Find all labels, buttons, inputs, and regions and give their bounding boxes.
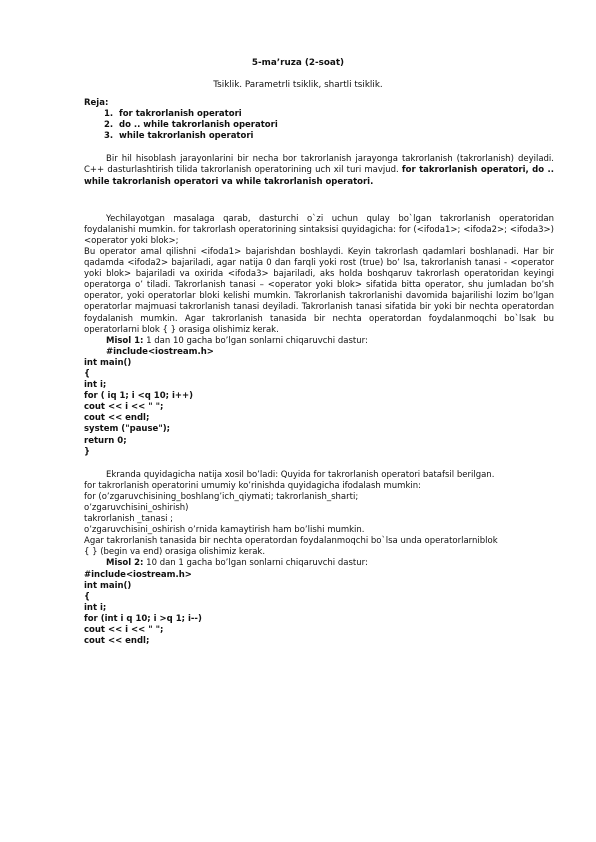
example-1-code [84,358,554,458]
example-1-include: #include<iostream.h> [106,346,214,357]
text-line: o’zgaruvchisini_oshirish) [84,503,189,513]
example-1-label: Misol 1: [106,335,144,346]
text-line: for takrorlanish operatorini umumiy ko’rinishda quyidagicha ifodalash mumkin: [84,480,421,491]
plan-heading: Reja: [84,98,109,108]
code-line: for ( iq 1; i <q 10; i++) [84,391,194,402]
plan-item-number: 2. [104,120,114,131]
plan-item-text: while takrorlanish operatori [119,131,254,142]
example-2-code [84,570,554,648]
code-line: cout << endl; [84,636,150,647]
lecture-subtitle: Tsiklik. Parametrli tsiklik, shartli tsiklik. [213,80,383,90]
code-line: { [84,368,91,379]
syntax-paragraph: Yechilayotgan masalaga qarab, dasturchi o`zi uchun qulay bo`lgan takrorlanish operatoridan foydalanishi mumkin. for takrorlash operatorining sintaksisi quyidagicha: for (<ifoda1>; <ifoda2>; <ifoda3>)<operator yoki blok>; [84,213,554,246]
intro-text: Bir hil hisoblash jarayonlarini bir necha bor takrorlanish jarayonga takrorlanish (takrorlanish) deyiladi. C++ dasturlashtirish tilida takrorlanish operatorining uch xil turi mavjud. [84,154,554,176]
intro-bold-text: for takrorlanish operatori, do .. while takrorlanish operatori va while takrorlanish operatori. [84,165,554,187]
code-line: system ("pause"); [84,424,171,435]
plan-item-text: for takrorlanish operatori [119,109,242,120]
plan-item [84,120,554,131]
code-line: { [84,591,91,602]
example-1-heading [84,336,554,347]
example-2-heading [84,558,554,569]
lecture-title: 5-ma’ruza (2-soat) [251,58,345,68]
plan-item-text: do .. while takrorlanish operatori [119,120,278,131]
code-line: #include<iostream.h> [84,569,192,580]
example-1-description: 1 dan 10 gacha bo’lgan sonlarni chiqaruvchi dastur: [143,335,368,346]
plan-item [84,109,554,120]
result-line: Ekranda quyidagicha natija xosil bo’ladi: Quyida for takrorlanish operatori batafsil berilgan. [106,469,495,480]
plan-item-number: 3. [104,131,114,142]
code-line: for (int i q 10; i >q 1; i--) [84,613,202,624]
example-2-label: Misol 2: [106,558,144,569]
text-line: { } (begin va end) orasiga olishimiz kerak. [84,547,266,558]
explanation-paragraph: Bu operator amal qilishni <ifoda1> bajarishdan boshlaydi. Keyin takrorlash qadamlari boshlanadi. Har bir qadamda <ifoda2> bajariladi, agar natija 0 dan farqli yoki rost (true) bo’ lsa, takrorlanish tanasi - <operator yoki blok> bajariladi va oxirida <ifoda3> bajariladi, aks holda boshqaruv takrorlash operatoridan keyingi operatorga o’ tiladi. Takrorlanish tanasi – <operator yoki blok> sifatida bitta operator, shu jumladan bo’sh operator, yoki operatorlar bloki kelishi mumkin. Takrorlanish takrorlanishi davomida bajarilishi lozim bo’lgan operatorlar majmuasi takrorlanish tanasi deyiladi. Takrorlanish tanasi sifatida bir yoki bir nechta operatordan foydalanish mumkin. Agar takrorlanish tanasida bir nechta operatordan foydalanmoqchi bo`lsak bu operatorlarni blok { } orasiga olishimiz kerak. [84,246,554,335]
example-2-description: 10 dan 1 gacha bo’lgan sonlarni chiqaruvchi dastur: [143,558,368,569]
intro-paragraph [84,154,554,187]
text-line: for (o’zgaruvchisining_boshlang’ich_qiymati; takrorlanish_sharti; [84,491,359,502]
code-line: int i; [84,380,107,391]
document-body [84,98,554,647]
text-line: o’zgaruvchisini_oshirish o’rnida kamaytirish ham bo’lishi mumkin. [84,525,365,536]
code-line: cout << i << " "; [84,402,164,413]
code-line: cout << i << " "; [84,625,164,636]
code-line: int main() [84,580,132,591]
code-line: int main() [84,357,132,368]
plan-list [84,109,554,142]
text-line: takrorlanish _tanasi ; [84,514,174,525]
code-line: cout << endl; [84,413,150,424]
code-line: int i; [84,602,107,613]
text-line: Agar takrorlanish tanasida bir nechta operatordan foydalanmoqchi bo`lsa unda operatorlarniblok [84,536,498,547]
plan-item [84,131,554,142]
code-line: return 0; [84,435,127,446]
code-line: } [84,446,91,457]
plan-item-number: 1. [104,109,114,120]
